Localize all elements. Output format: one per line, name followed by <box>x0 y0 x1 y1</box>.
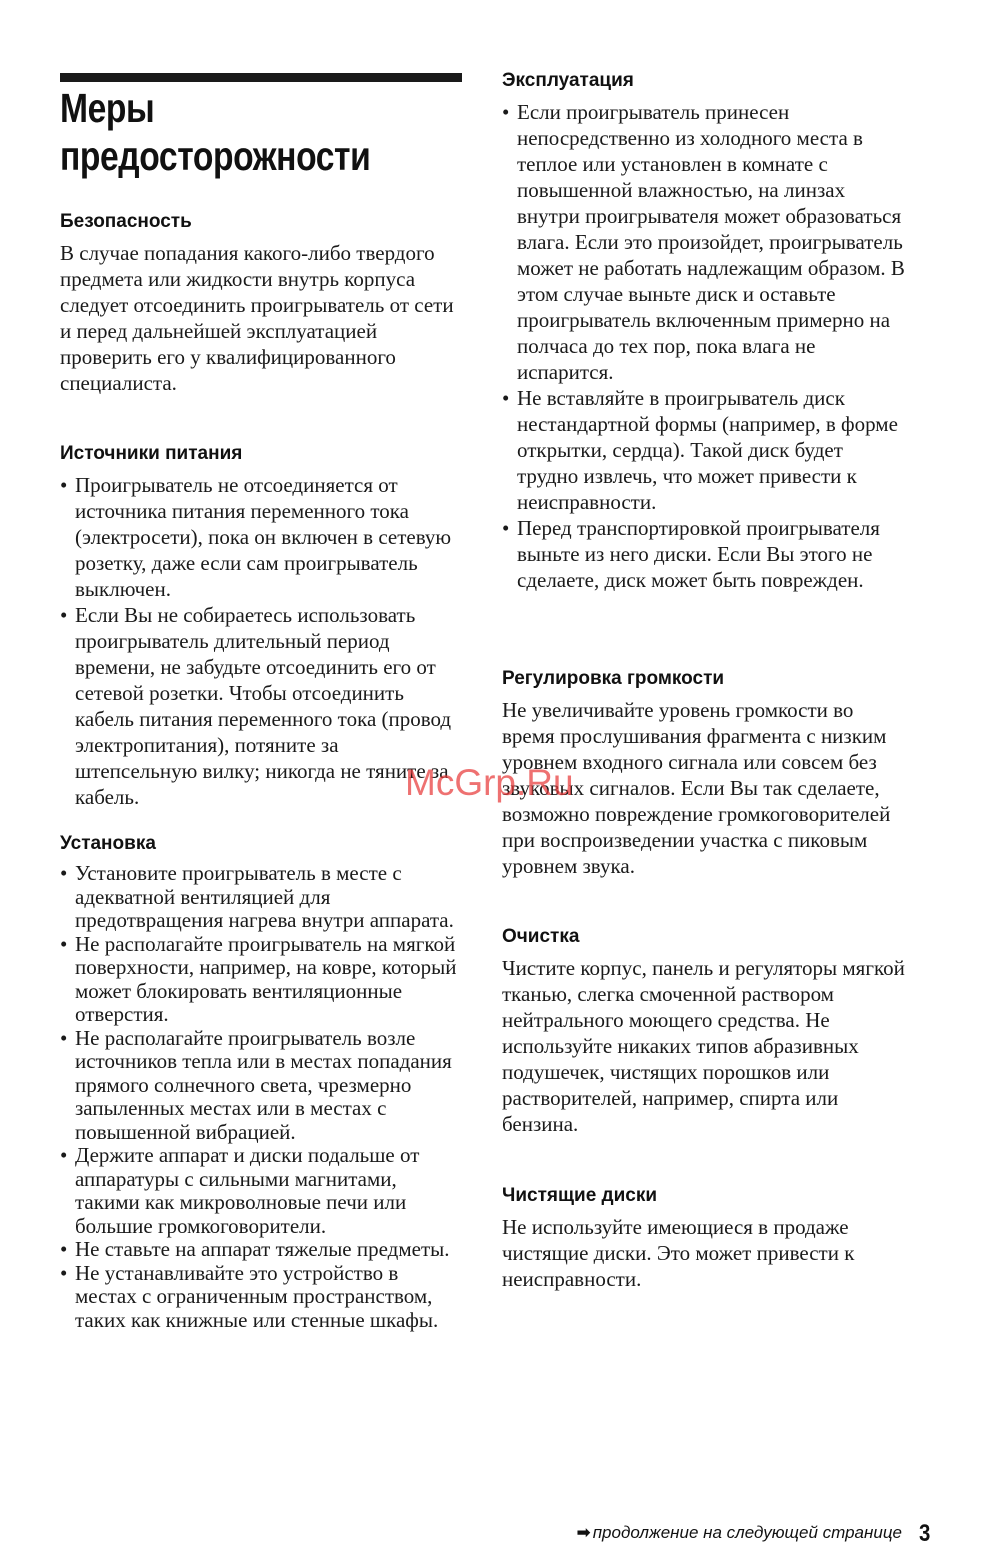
bullet: • <box>502 516 510 540</box>
bullet: • <box>60 473 68 497</box>
bullet: • <box>502 100 510 124</box>
section-discs <box>502 1184 907 1292</box>
section-heading: Очистка <box>502 926 580 947</box>
section-cleaning <box>502 925 907 1137</box>
list-item-text: Не вставляйте в проигрыватель диск нестандартной формы (например, в форме открытки, сердца). Такой диск будет трудно извлечь, что может привести к неисправности. <box>517 386 898 514</box>
continued-text: продолжение на следующей странице <box>592 1523 902 1542</box>
section-heading: Эксплуатация <box>502 70 634 91</box>
section-heading: Безопасность <box>60 211 192 232</box>
bullet: • <box>60 1025 68 1050</box>
list-item <box>60 1144 462 1238</box>
list-item-text: Не ставьте на аппарат тяжелые предметы. <box>75 1237 450 1261</box>
section-text: Не используйте имеющиеся в продаже чистящие диски. Это может привести к неисправности. <box>502 1215 855 1291</box>
list-item <box>60 472 462 602</box>
section-heading: Источники питания <box>60 443 243 464</box>
list-item-text: Проигрыватель не отсоединяется от источника питания переменного тока (электросети), пока он включен в сетевую розетку, даже если сам проигрыватель выключен. <box>75 473 452 601</box>
list-item <box>502 385 907 515</box>
section-safety <box>60 210 462 396</box>
bullet: • <box>60 1260 68 1285</box>
bullet: • <box>502 386 510 410</box>
watermark: McGrp.Ru <box>405 762 574 803</box>
section-power <box>60 442 462 810</box>
section-text: В случае попадания какого-либо твердого предмета или жидкости внутрь корпуса следует отсоединить проигрыватель от сети и перед дальнейшей эксплуатацией проверить его у квалифицированного специалиста. <box>60 241 454 395</box>
list-item <box>60 1262 462 1333</box>
list-item <box>60 1238 462 1262</box>
list-item <box>502 99 907 385</box>
section-installation <box>60 832 462 1332</box>
section-heading: Регулировка громкости <box>502 668 725 689</box>
list-item <box>60 1027 462 1145</box>
list-item-text: Не располагайте проигрыватель на мягкой поверхности, например, на ковре, который может блокировать вентиляционные отверстия. <box>75 931 457 1026</box>
left-column <box>60 0 462 1554</box>
list-item <box>60 933 462 1027</box>
section-text: Чистите корпус, панель и регуляторы мягкой тканью, слегка смоченной раствором нейтрального моющего средства. Не используйте никаких типов абразивных подушечек, чистящих порошков или растворителей, например, спирта или бензина. <box>502 956 905 1136</box>
list-item-text: Если проигрыватель принесен непосредственно из холодного места в теплое или установлен в комнате с повышенной влажностью, на линзах внутри проигрывателя может образоваться влага. Если это произойдет, проигрыватель может не работать надлежащим образом. В этом случае выньте диск и оставьте проигрыватель включенным примерно на полчаса до тех пор, пока влага не испарится. <box>517 100 905 384</box>
list-item-text: Не располагайте проигрыватель возле источников тепла или в местах попадания прямого солнечного света, чрезмерно запыленных местах или в местах с повышенной вибрацией. <box>75 1025 452 1144</box>
section-text: Не увеличивайте уровень громкости во время прослушивания фрагмента с низким уровнем входного сигнала или совсем без звуковых сигналов. Если Вы так сделаете, возможно повреждение громкоговорителей при воспроизведении участка с пиковым уровнем звука. <box>502 698 891 878</box>
section-operation <box>502 69 907 593</box>
list-item-text: Установите проигрыватель в месте с адекватной вентиляцией для предотвращения нагрева внутри аппарата. <box>75 861 454 932</box>
section-heading: Чистящие диски <box>502 1185 658 1206</box>
list-item-text: Если Вы не собираетесь использовать проигрыватель длительный период времени, не забудьте отсоединить его от сетевой розетки. Чтобы отсоединить кабель питания переменного тока (провод электропитания), потяните за штепсельную вилку; никогда не тяните за кабель. <box>75 603 452 809</box>
page-number: 3 <box>918 1520 930 1547</box>
list-item-text: Держите аппарат и диски подальше от аппаратуры с сильными магнитами, такими как микроволновые печи или большие громкоговорители. <box>75 1143 420 1238</box>
bullet: • <box>60 861 68 885</box>
page-title-line-1: Меры <box>60 85 155 131</box>
list-item-text: Перед транспортировкой проигрывателя выньте из него диски. Если Вы этого не сделаете, диск может быть поврежден. <box>517 516 880 592</box>
bullet: • <box>60 1143 68 1167</box>
list-item-text: Не устанавливайте это устройство в местах с ограниченным пространством, таких как книжные или стенные шкафы. <box>75 1260 439 1332</box>
arrow-right-icon: ➡ <box>576 1523 591 1542</box>
continued-note <box>576 1522 902 1544</box>
page-title-line-2: предосторожности <box>60 133 371 179</box>
section-heading: Установка <box>60 833 156 854</box>
bullet: • <box>60 931 68 956</box>
bullet: • <box>60 603 68 627</box>
list-item <box>60 862 462 933</box>
bullet: • <box>60 1237 68 1261</box>
list-item <box>502 515 907 593</box>
list-item <box>60 602 462 810</box>
